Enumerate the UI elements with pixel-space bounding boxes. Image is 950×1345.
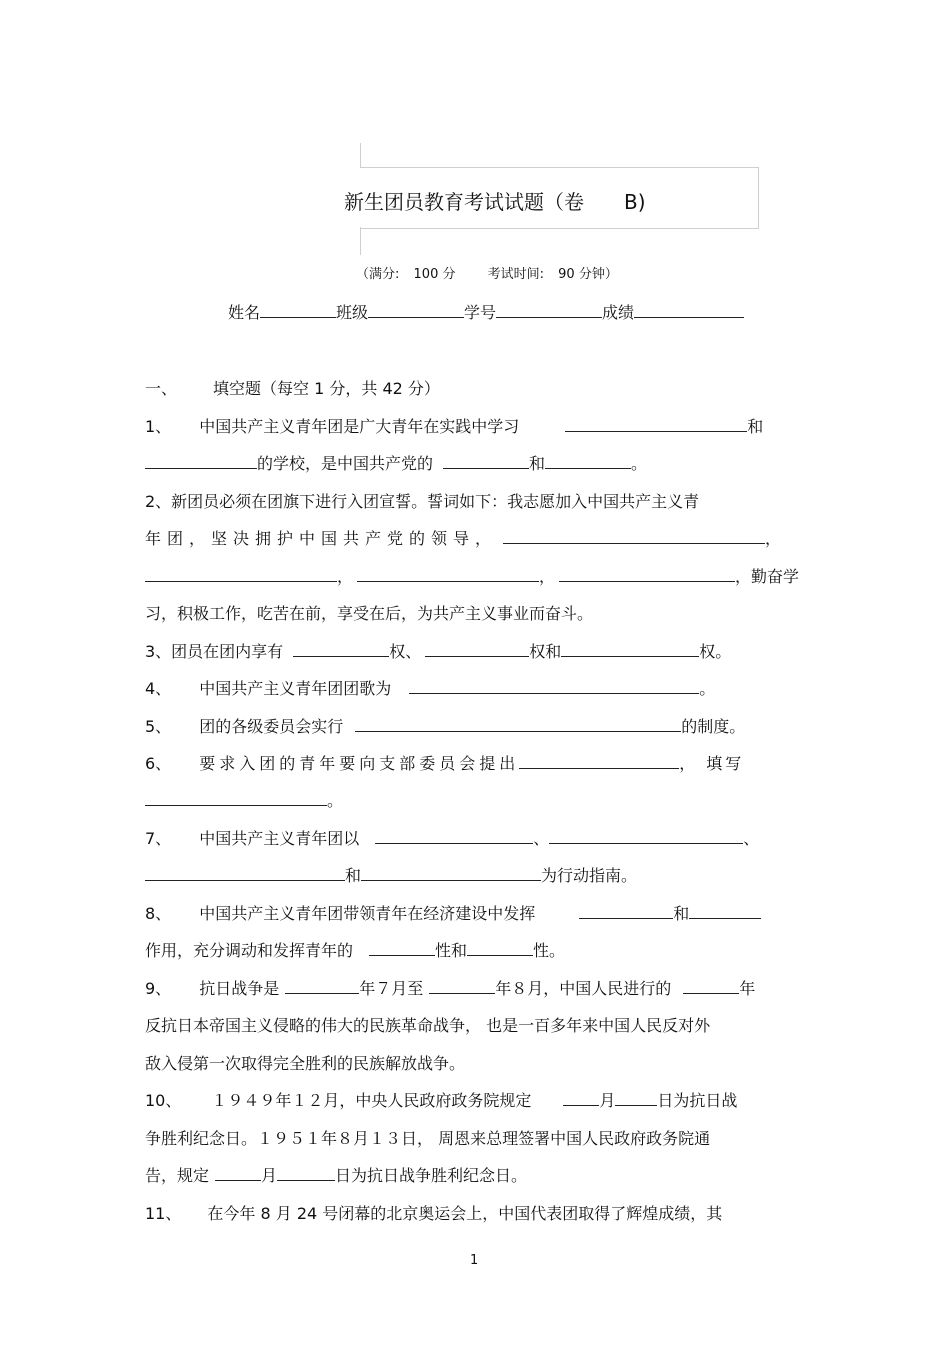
- q3-blank-1[interactable]: [293, 639, 389, 657]
- title-frame-tick-top: [360, 143, 361, 167]
- q9-blank-1[interactable]: [285, 976, 359, 994]
- title-frame-tick-bottom: [360, 227, 361, 255]
- question-11: 11、 在今年 8 月 24 号闭幕的北京奥运会上，中国代表团取得了辉煌成绩，其: [145, 1204, 723, 1223]
- page-number: 1: [470, 1253, 479, 1268]
- question-3: 3、团员在团内享有 权、 权和 权。: [145, 639, 731, 662]
- q8-blank-1[interactable]: [579, 901, 673, 919]
- class-label: 班级: [336, 303, 369, 322]
- id-field[interactable]: [496, 300, 602, 318]
- question-2-line2: 年团，坚决拥护中国共产党的领导， ，: [145, 526, 781, 549]
- q2-blank-3[interactable]: [357, 564, 539, 582]
- question-10-line2: 争胜利纪念日。１９５１年８月１３日， 周恩来总理签署中国人民政府政务院通: [145, 1129, 711, 1148]
- name-field[interactable]: [260, 300, 336, 318]
- student-info: [228, 300, 744, 323]
- q8-blank-2[interactable]: [689, 901, 761, 919]
- name-label: 姓名: [228, 303, 261, 322]
- q5-blank[interactable]: [355, 714, 681, 732]
- q10-blank-2[interactable]: [615, 1088, 657, 1106]
- q3-blank-3[interactable]: [561, 639, 699, 657]
- question-8-line1: 8、 中国共产主义青年团带领青年在经济建设中发挥 和: [145, 901, 761, 924]
- section-heading: 一、 填空题（每空 1 分，共 42 分）: [145, 379, 440, 398]
- q9-blank-2[interactable]: [429, 976, 495, 994]
- question-10-line1: 10、 １９４９年１２月，中央人民政府政务院规定 月 日为抗日战: [145, 1088, 737, 1111]
- q8-blank-3[interactable]: [369, 938, 435, 956]
- q10-blank-1[interactable]: [563, 1088, 599, 1106]
- score-field[interactable]: [634, 300, 744, 318]
- question-9-line1: 9、 抗日战争是 年７月至 年８月，中国人民进行的 年: [145, 976, 755, 999]
- exam-meta: （满分: 100 分 考试时间: 90 分钟）: [356, 267, 618, 282]
- q7-blank-4[interactable]: [361, 863, 541, 881]
- question-7-line2: 和 为行动指南。: [145, 863, 637, 886]
- question-2-line1: 2、新团员必须在团旗下进行入团宣誓。誓词如下：我志愿加入中国共产主义青: [145, 492, 700, 511]
- q2-blank-1[interactable]: [503, 526, 765, 544]
- q2-blank-2[interactable]: [145, 564, 337, 582]
- question-9-line3: 敌入侵第一次取得完全胜利的民族解放战争。: [145, 1054, 466, 1073]
- question-2-line4: 习，积极工作，吃苦在前，享受在后，为共产主义事业而奋斗。: [145, 604, 594, 623]
- q6-blank-2[interactable]: [145, 788, 327, 806]
- q6-blank-1[interactable]: [519, 751, 679, 769]
- question-4: 4、 中国共产主义青年团团歌为 。: [145, 676, 715, 699]
- q3-blank-2[interactable]: [425, 639, 529, 657]
- question-1-line2: 的学校，是中国共产党的 和 。: [145, 451, 647, 474]
- q1-blank-3[interactable]: [443, 451, 529, 469]
- question-1-line1: 1、 中国共产主义青年团是广大青年在实践中学习 和: [145, 414, 763, 437]
- q2-blank-4[interactable]: [559, 564, 735, 582]
- question-6-line1: 6、 要求入团的青年要向支部委员会提出 ， 填写: [145, 751, 744, 774]
- score-label: 成绩: [602, 303, 635, 322]
- question-7-line1: 7、 中国共产主义青年团以 、 、: [145, 826, 759, 849]
- q7-blank-2[interactable]: [549, 826, 743, 844]
- exam-title: 新生团员教育考试试题（卷 B): [344, 190, 646, 214]
- question-8-line2: 作用，充分调动和发挥青年的 性和 性。: [145, 938, 565, 961]
- q7-blank-1[interactable]: [375, 826, 533, 844]
- q8-blank-4[interactable]: [467, 938, 533, 956]
- question-2-line3: ， ， ，勤奋学: [145, 564, 799, 587]
- id-label: 学号: [464, 303, 497, 322]
- q7-blank-3[interactable]: [145, 863, 345, 881]
- q1-blank-4[interactable]: [545, 451, 631, 469]
- q10-blank-4[interactable]: [277, 1163, 335, 1181]
- q4-blank[interactable]: [409, 676, 699, 694]
- q1-blank-2[interactable]: [145, 451, 257, 469]
- q10-blank-3[interactable]: [215, 1163, 261, 1181]
- question-6-line2: 。: [145, 788, 343, 811]
- question-10-line3: 告，规定 月 日为抗日战争胜利纪念日。: [145, 1163, 527, 1186]
- q9-blank-3[interactable]: [683, 976, 739, 994]
- q1-blank-1[interactable]: [565, 414, 747, 432]
- question-9-line2: 反抗日本帝国主义侵略的伟大的民族革命战争， 也是一百多年来中国人民反对外: [145, 1016, 711, 1035]
- class-field[interactable]: [368, 300, 464, 318]
- question-5: 5、 团的各级委员会实行 的制度。: [145, 714, 745, 737]
